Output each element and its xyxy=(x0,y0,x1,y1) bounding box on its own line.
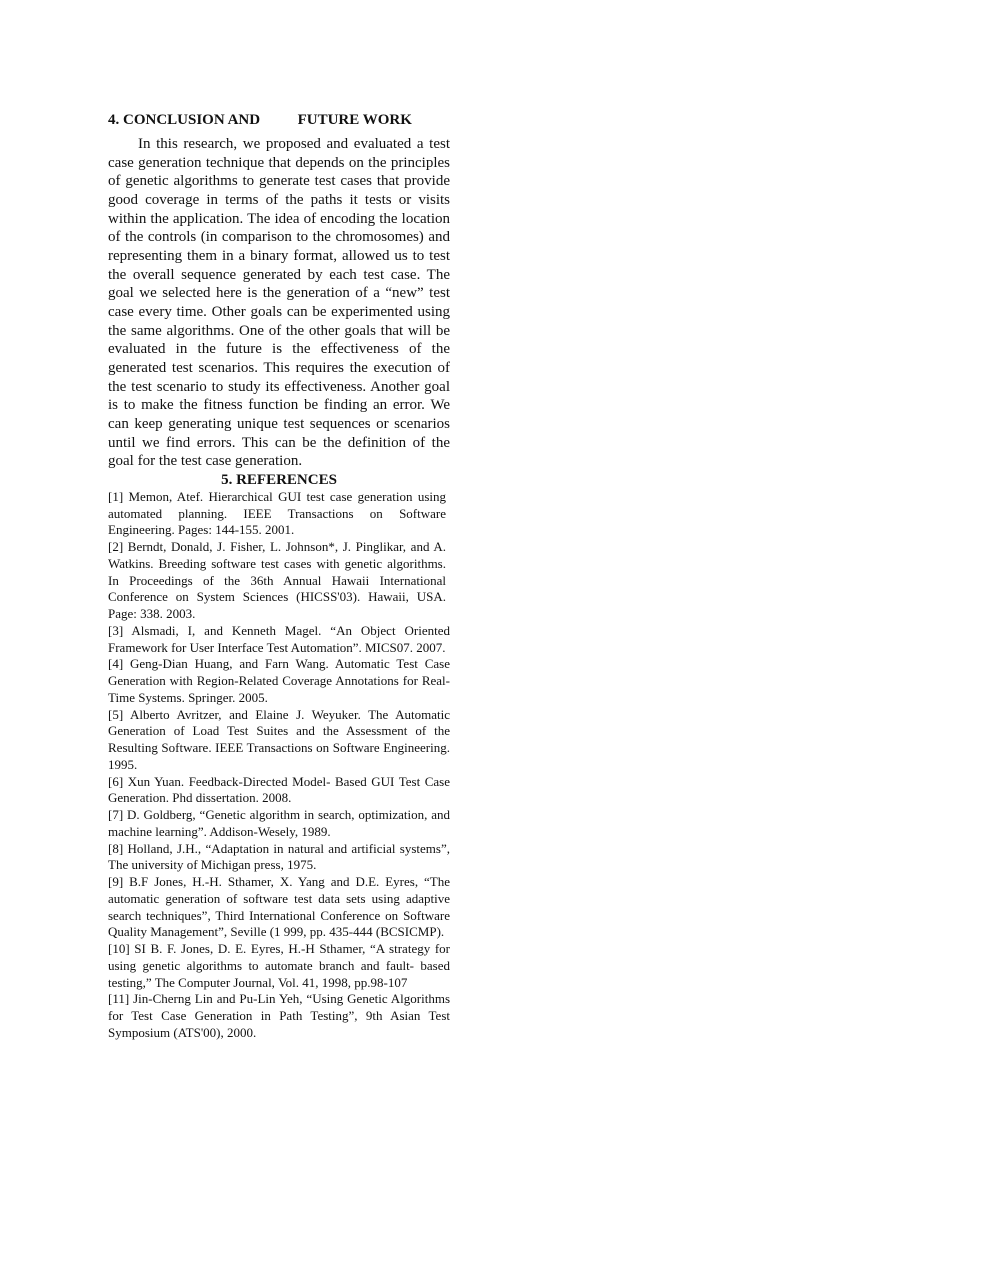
reference-item: [11] Jin-Cherng Lin and Pu-Lin Yeh, “Using Genetic Algorithms for Test Case Generation in Path Testing”, 9th Asian Test Symposium (ATS'00), 2000. xyxy=(108,991,450,1040)
reference-item: [6] Xun Yuan. Feedback-Directed Model- Based GUI Test Case Generation. Phd dissertation. 2008. xyxy=(108,773,450,806)
references-heading: 5. REFERENCES xyxy=(221,471,337,488)
reference-item: [8] Holland, J.H., “Adaptation in natural and artificial systems”, The university of Michigan press, 1975. xyxy=(108,840,450,873)
reference-item: [9] B.F Jones, H.-H. Sthamer, X. Yang and D.E. Eyres, “The automatic generation of software test data sets using adaptive search techniques”, Third International Conference on Software Quality Management”, Seville (1 999, pp. 435-444 (BCSICMP). xyxy=(108,874,450,940)
reference-item: [5] Alberto Avritzer, and Elaine J. Weyuker. The Automatic Generation of Load Test Suites and the Assessment of the Resulting Software. IEEE Transactions on Software Engineering. 1995. xyxy=(108,706,450,772)
reference-item: [7] D. Goldberg, “Genetic algorithm in search, optimization, and machine learning”. Addison-Wesely, 1989. xyxy=(108,807,450,839)
page-column xyxy=(108,110,450,1042)
reference-item: [10] SI B. F. Jones, D. E. Eyres, H.-H Sthamer, “A strategy for using genetic algorithms to automate branch and fault- based testing,” The Computer Journal, Vol. 41, 1998, pp.98-107 xyxy=(108,941,450,990)
reference-item: [4] Geng-Dian Huang, and Farn Wang. Automatic Test Case Generation with Region-Related Coverage Annotations for Real-Time Systems. Springer. 2005. xyxy=(108,656,450,705)
reference-list xyxy=(108,489,450,1042)
reference-item: [1] Memon, Atef. Hierarchical GUI test case generation using automated planning. IEEE Transactions on Software Engineering. Pages: 144-155. 2001. xyxy=(108,488,446,538)
conclusion-heading: 4. CONCLUSION AND FUTURE WORK xyxy=(108,112,412,128)
reference-item: [2] Berndt, Donald, J. Fisher, L. Johnson*, J. Pinglikar, and A. Watkins. Breeding software test cases with genetic algorithms. In Proceedings of the 36th Annual Hawaii International Conference on System Sciences (HICSS'03). Hawaii, USA. Page: 338. 2003. xyxy=(108,539,446,622)
conclusion-paragraph: In this research, we proposed and evaluated a test case generation technique that depends on the principles of genetic algorithms to generate test cases that provide good coverage in terms of the paths it tests or visits within the application. The idea of encoding the location of the controls (in comparison to the chromosomes) and representing them in a binary format, allowed us to test the overall sequence generated by each test case. The goal we selected here is the generation of a “new” test case every time. Other goals can be experimented using the same algorithms. One of the other goals that will be evaluated in the future is the effectiveness of the generated test scenarios. This requires the execution of the test scenario to study its effectiveness. Another goal is to make the fitness function be finding an error. We can keep generating unique test sequences or scenarios until we find errors. This can be the definition of the goal for the test case generation. xyxy=(108,136,450,470)
reference-item: [3] Alsmadi, I, and Kenneth Magel. “An Object Oriented Framework for User Interface Test Automation”. MICS07. 2007. xyxy=(108,622,450,655)
